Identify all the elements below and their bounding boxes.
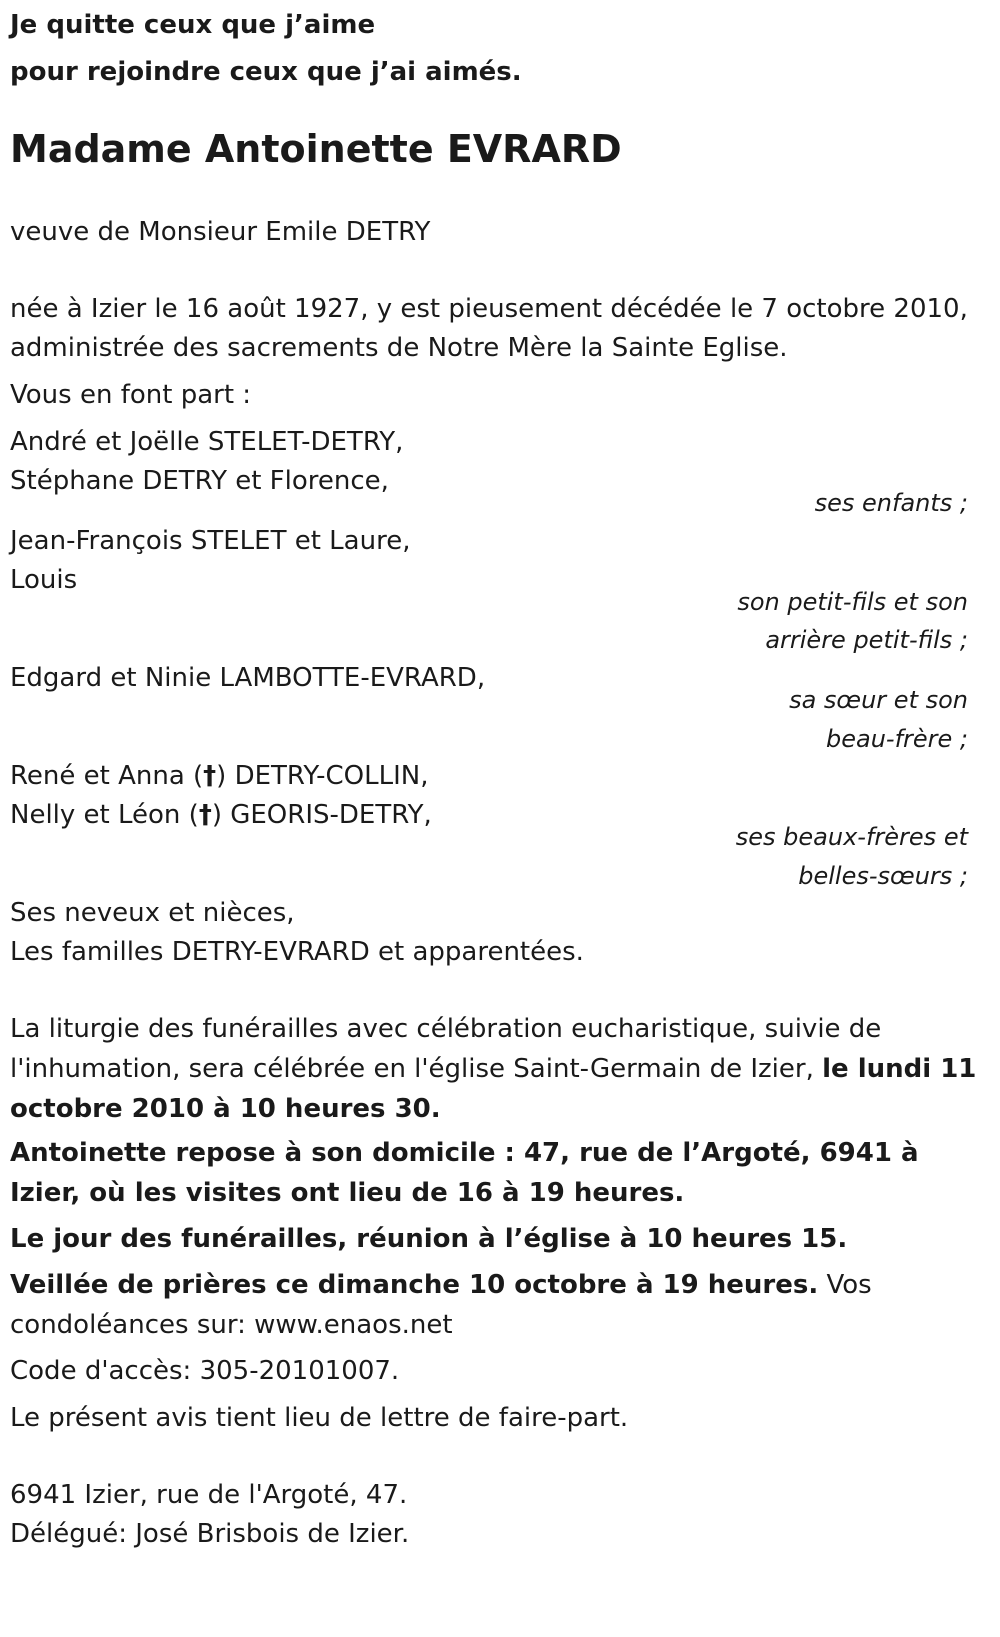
vigil-paragraph xyxy=(10,1265,990,1345)
inlaws-relation-2: belles-sœurs ; xyxy=(798,862,968,890)
grandchildren-relation-2: arrière petit-fils ; xyxy=(765,626,968,654)
birth-death-line-2: administrée des sacrements de Notre Mère la Sainte Eglise. xyxy=(10,333,788,363)
liturgy-date: le lundi 11 octobre 2010 à 10 heures 30. xyxy=(10,1054,977,1124)
grandchildren-line-2: Louis xyxy=(10,565,78,595)
repose-paragraph: Antoinette repose à son domicile : 47, rue de l’Argoté, 6941 à Izier, où les visites ont lieu de 16 à 19 heures. xyxy=(10,1138,919,1208)
birth-death-line-1: née à Izier le 16 août 1927, y est pieusement décédée le 7 octobre 2010, xyxy=(10,294,968,324)
children-line-2: Stéphane DETRY et Florence, xyxy=(10,466,389,496)
inlaws-line-2-start: Nelly et Léon ( xyxy=(10,800,199,830)
liturgy-paragraph xyxy=(10,1009,990,1129)
epigraph-line-1: Je quitte ceux que j’aime xyxy=(10,10,376,40)
address-line-1: 6941 Izier, rue de l'Argoté, 47. xyxy=(10,1480,408,1510)
notice-line: Le présent avis tient lieu de lettre de faire-part. xyxy=(10,1403,629,1433)
others-line-1: Ses neveux et nièces, xyxy=(10,898,295,928)
meeting-paragraph: Le jour des funérailles, réunion à l’église à 10 heures 15. xyxy=(10,1224,848,1254)
sibling-line: Edgard et Ninie LAMBOTTE-EVRARD, xyxy=(10,663,486,693)
inlaws-line-1 xyxy=(10,756,428,796)
announcers-intro: Vous en font part : xyxy=(10,380,252,410)
inlaws-line-2-end: ) GEORIS-DETRY, xyxy=(211,800,432,830)
vigil-text: Veillée de prières ce dimanche 10 octobre à 19 heures. xyxy=(10,1270,819,1300)
spouse-line: veuve de Monsieur Emile DETRY xyxy=(10,217,431,247)
grandchildren-relation-1: son petit-fils et son xyxy=(737,588,968,616)
liturgy-text: La liturgie des funérailles avec célébration eucharistique, suivie de l'inhumation, sera célébrée en l'église Saint-Germain de Izier, xyxy=(10,1014,882,1084)
condolences-text: Vos condoléances sur: www.enaos.net xyxy=(10,1270,872,1340)
others-line-2: Les familles DETRY-EVRARD et apparentées. xyxy=(10,937,584,967)
inlaws-line-1-end: ) DETRY-COLLIN, xyxy=(216,761,429,791)
inlaws-relation-1: ses beaux-frères et xyxy=(735,823,968,851)
inlaws-line-2 xyxy=(10,795,432,835)
deceased-name: Madame Antoinette EVRARD xyxy=(10,127,622,171)
sibling-relation-2: beau-frère ; xyxy=(825,725,968,753)
children-relation: ses enfants ; xyxy=(814,489,968,517)
sibling-relation-1: sa sœur et son xyxy=(789,686,968,714)
address-line-2: Délégué: José Brisbois de Izier. xyxy=(10,1519,410,1549)
inlaws-line-1-start: René et Anna ( xyxy=(10,761,204,791)
cross-icon: † xyxy=(203,761,217,791)
grandchildren-line-1: Jean-François STELET et Laure, xyxy=(10,526,411,556)
access-code: Code d'accès: 305-20101007. xyxy=(10,1356,400,1386)
children-line-1: André et Joëlle STELET-DETRY, xyxy=(10,427,404,457)
epigraph-line-2: pour rejoindre ceux que j’ai aimés. xyxy=(10,57,522,87)
cross-icon: † xyxy=(198,800,212,830)
